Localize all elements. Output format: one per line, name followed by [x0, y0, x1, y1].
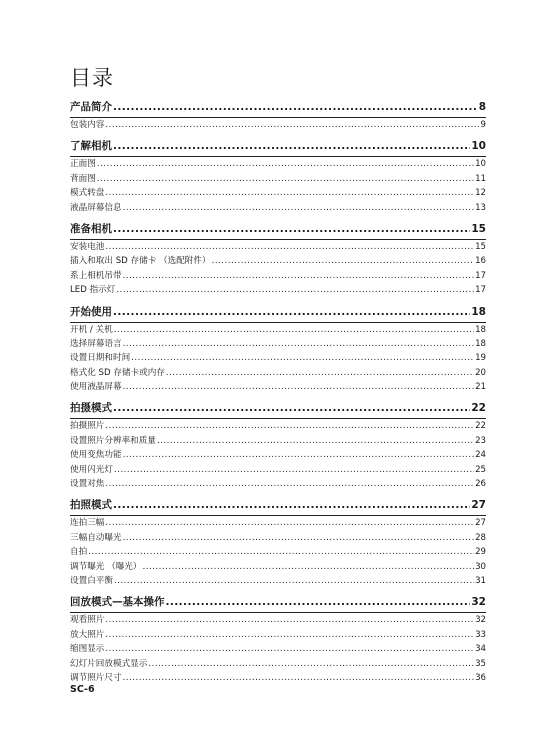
toc-entry-page: 13 — [475, 202, 486, 213]
toc-entry-label: 使用变焦功能 — [70, 450, 122, 461]
toc-heading-page: 32 — [471, 596, 486, 609]
dot-leader — [114, 574, 474, 588]
toc-entry-label: 设置日期和时间 — [70, 353, 131, 364]
toc-entry-page: 22 — [475, 421, 486, 432]
toc-entry-label: 设置照片分辨率和质量 — [70, 435, 156, 446]
toc-entry[interactable] — [70, 657, 486, 671]
dot-leader — [113, 399, 470, 418]
toc-entry-label: 缩图显示 — [70, 644, 105, 655]
dot-leader — [97, 157, 474, 171]
dot-leader — [157, 434, 474, 448]
toc-entry[interactable] — [70, 434, 486, 448]
toc-heading-label: 拍照模式 — [70, 499, 112, 512]
dot-leader — [142, 560, 474, 574]
toc-heading-label: 开始使用 — [70, 305, 112, 318]
toc-entry[interactable] — [70, 531, 486, 545]
toc-section — [70, 98, 486, 132]
toc-section — [70, 220, 486, 298]
dot-leader — [114, 463, 474, 477]
toc-entry[interactable] — [70, 642, 486, 656]
toc-entry[interactable] — [70, 448, 486, 462]
toc-entry-page: 36 — [475, 672, 486, 683]
toc-entry-page: 23 — [475, 435, 486, 446]
toc-heading-label: 产品简介 — [70, 101, 112, 113]
dot-leader — [105, 240, 474, 254]
dot-leader — [123, 671, 474, 685]
dot-leader — [166, 593, 471, 612]
toc-entry-label: 开机 / 关机 — [70, 324, 113, 335]
toc-entry-page: 31 — [475, 575, 486, 586]
toc-heading-page: 27 — [471, 499, 486, 512]
toc-entry-page: 20 — [475, 367, 486, 378]
toc-entry-label: 幻灯片回放模式显示 — [70, 658, 148, 669]
page-title: 目录 — [70, 66, 114, 90]
toc-entry-page: 17 — [475, 270, 486, 281]
toc-entry-label: 插入和取出 SD 存储卡 （选配附件） — [70, 256, 211, 267]
toc-entry-page: 21 — [475, 382, 486, 393]
toc-entry-label: 自拍 — [70, 547, 88, 558]
toc-section — [70, 137, 486, 215]
dot-leader — [88, 545, 474, 559]
toc-heading-label: 拍摄模式 — [70, 402, 112, 415]
toc-entry-page: 17 — [475, 285, 486, 296]
toc-entry[interactable] — [70, 201, 486, 215]
toc-entry[interactable] — [70, 574, 486, 588]
toc-heading-page: 15 — [471, 222, 486, 235]
toc-entry[interactable] — [70, 560, 486, 574]
toc-entry-page: 9 — [480, 119, 486, 130]
toc-entry[interactable] — [70, 118, 486, 132]
toc-heading[interactable] — [70, 496, 486, 516]
toc-entry[interactable] — [70, 351, 486, 365]
toc-entry[interactable] — [70, 254, 486, 268]
toc-heading-label: 回放模式—基本操作 — [70, 596, 165, 609]
dot-leader — [113, 98, 478, 117]
toc-entry-label: 拍摄照片 — [70, 421, 105, 432]
dot-leader — [116, 283, 474, 297]
dot-leader — [105, 613, 474, 627]
dot-leader — [97, 172, 474, 186]
toc-entry-label: 使用液晶屏幕 — [70, 382, 122, 393]
toc-entry-label: 使用闪光灯 — [70, 464, 113, 475]
dot-leader — [114, 323, 474, 337]
toc-entry[interactable] — [70, 366, 486, 380]
toc-entry[interactable] — [70, 172, 486, 186]
dot-leader — [113, 220, 470, 239]
toc-entry-label: LED 指示灯 — [70, 285, 116, 296]
toc-heading-page: 22 — [471, 402, 486, 415]
toc-entry-page: 32 — [475, 615, 486, 626]
dot-leader — [123, 201, 474, 215]
toc-heading[interactable] — [70, 303, 486, 323]
toc-entry-label: 三幅自动曝光 — [70, 532, 122, 543]
table-of-contents — [70, 98, 486, 685]
toc-entry[interactable] — [70, 545, 486, 559]
toc-entry-page: 33 — [475, 629, 486, 640]
toc-entry-page: 16 — [475, 256, 486, 267]
dot-leader — [113, 303, 470, 322]
toc-entry[interactable] — [70, 269, 486, 283]
toc-entry-label: 调节照片尺寸 — [70, 672, 122, 683]
toc-entry-page: 24 — [475, 450, 486, 461]
dot-leader — [105, 642, 474, 656]
dot-leader — [105, 477, 474, 491]
toc-entry-page: 15 — [475, 241, 486, 252]
dot-leader — [148, 657, 474, 671]
toc-entry[interactable] — [70, 419, 486, 433]
toc-heading-page: 10 — [471, 140, 486, 153]
toc-heading[interactable] — [70, 137, 486, 157]
toc-heading[interactable] — [70, 593, 486, 613]
toc-section — [70, 399, 486, 491]
dot-leader — [105, 186, 474, 200]
toc-heading-page: 8 — [478, 101, 486, 113]
toc-entry[interactable] — [70, 628, 486, 642]
dot-leader — [105, 419, 474, 433]
dot-leader — [105, 628, 474, 642]
toc-entry-label: 模式转盘 — [70, 188, 105, 199]
dot-leader — [131, 351, 474, 365]
toc-section — [70, 496, 486, 588]
toc-section — [70, 303, 486, 395]
toc-entry-page: 27 — [475, 518, 486, 529]
toc-entry-page: 30 — [475, 561, 486, 572]
toc-entry[interactable] — [70, 283, 486, 297]
toc-entry-page: 25 — [475, 464, 486, 475]
dot-leader — [113, 137, 470, 156]
toc-entry[interactable] — [70, 157, 486, 171]
toc-entry[interactable] — [70, 186, 486, 200]
dot-leader — [105, 118, 479, 132]
toc-entry[interactable] — [70, 240, 486, 254]
toc-entry[interactable] — [70, 463, 486, 477]
toc-entry[interactable] — [70, 671, 486, 685]
dot-leader — [113, 496, 470, 515]
dot-leader — [166, 366, 474, 380]
toc-entry-page: 11 — [475, 173, 486, 184]
toc-heading[interactable] — [70, 98, 486, 118]
toc-entry-page: 26 — [475, 479, 486, 490]
dot-leader — [105, 516, 474, 530]
toc-entry-page: 29 — [475, 547, 486, 558]
dot-leader — [212, 254, 474, 268]
toc-entry[interactable] — [70, 477, 486, 491]
toc-entry-page: 34 — [475, 644, 486, 655]
toc-entry-label: 调节曝光 （曝光） — [70, 561, 142, 572]
toc-heading[interactable] — [70, 399, 486, 419]
toc-entry-page: 12 — [475, 188, 486, 199]
toc-entry-label: 放大照片 — [70, 629, 105, 640]
toc-entry-page: 19 — [475, 353, 486, 364]
toc-entry-page: 35 — [475, 658, 486, 669]
dot-leader — [123, 380, 474, 394]
toc-entry-label: 液晶屏幕信息 — [70, 202, 122, 213]
toc-entry-page: 10 — [475, 159, 486, 170]
toc-heading-label: 准备相机 — [70, 222, 112, 235]
page-number-footer: SC-6 — [70, 684, 95, 695]
toc-heading-page: 18 — [471, 305, 486, 318]
toc-entry[interactable] — [70, 380, 486, 394]
toc-entry[interactable] — [70, 323, 486, 337]
toc-entry-label: 观看照片 — [70, 615, 105, 626]
toc-entry[interactable] — [70, 516, 486, 530]
toc-entry-label: 设置对焦 — [70, 479, 105, 490]
toc-entry-label: 设置白平衡 — [70, 575, 113, 586]
dot-leader — [123, 531, 474, 545]
toc-entry-page: 18 — [475, 324, 486, 335]
toc-entry-label: 连拍三幅 — [70, 518, 105, 529]
toc-entry-label: 格式化 SD 存储卡或内存 — [70, 367, 165, 378]
toc-entry-label: 选择屏幕语言 — [70, 338, 122, 349]
dot-leader — [123, 448, 474, 462]
toc-entry-label: 系上相机吊带 — [70, 270, 122, 281]
toc-entry-label: 背面图 — [70, 173, 96, 184]
toc-entry-label: 正面图 — [70, 159, 96, 170]
toc-entry-label: 安装电池 — [70, 241, 105, 252]
toc-heading-label: 了解相机 — [70, 140, 112, 153]
toc-entry[interactable] — [70, 337, 486, 351]
toc-entry[interactable] — [70, 613, 486, 627]
toc-heading[interactable] — [70, 220, 486, 240]
dot-leader — [123, 337, 474, 351]
toc-entry-page: 18 — [475, 338, 486, 349]
toc-entry-page: 28 — [475, 532, 486, 543]
toc-section — [70, 593, 486, 685]
dot-leader — [123, 269, 474, 283]
toc-entry-label: 包装内容 — [70, 119, 105, 130]
